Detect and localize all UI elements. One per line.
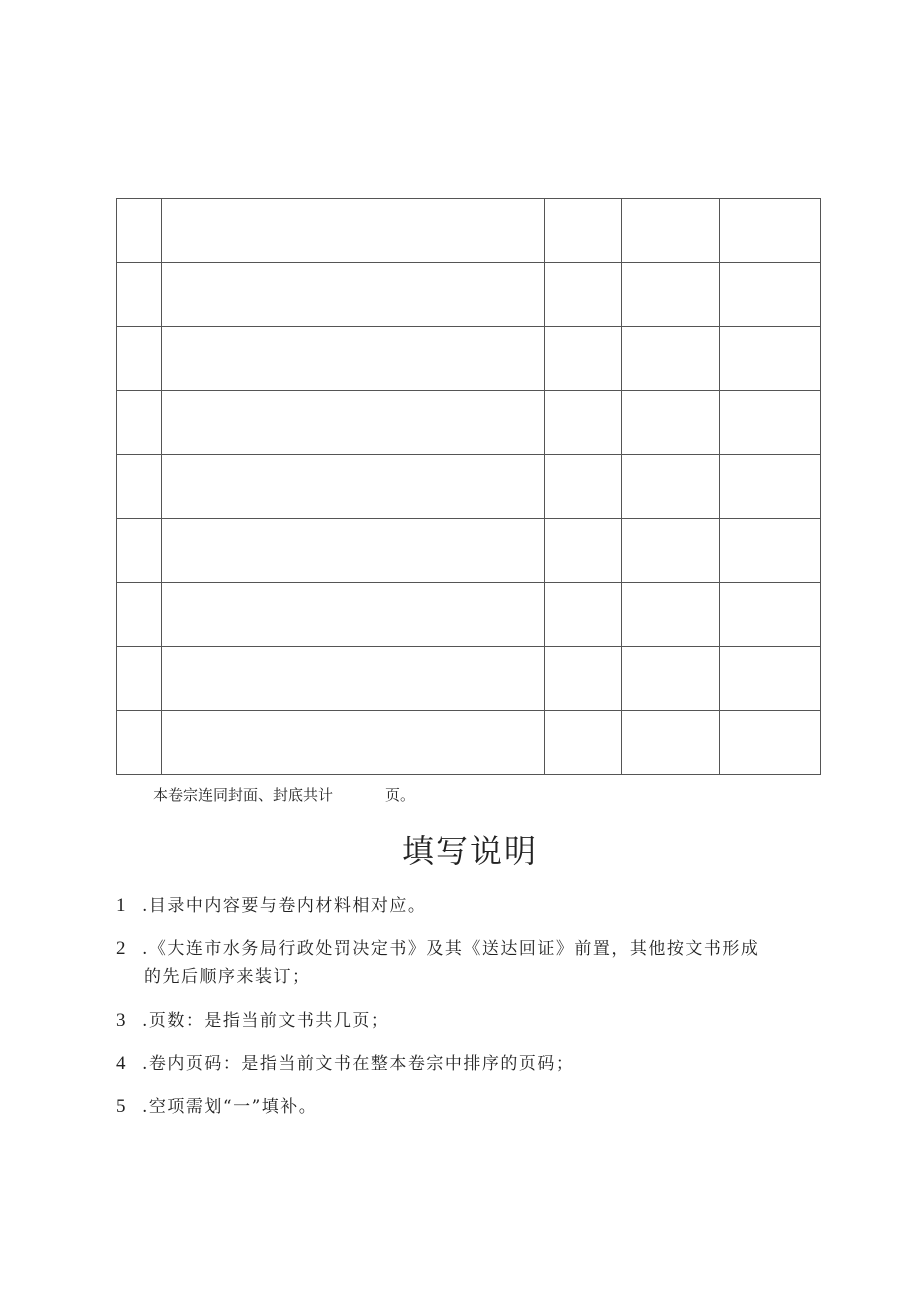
catalog-row [117,199,821,263]
catalog-cell [162,519,545,583]
page-count-prefix: 本卷宗连同封面、封底共计 [153,786,334,804]
catalog-cell [545,199,622,263]
catalog-row [117,391,821,455]
instruction-text: .页数：是指当前文书共几页； [142,1011,390,1031]
catalog-cell [162,199,545,263]
catalog-cell [720,391,821,455]
catalog-cell [720,263,821,327]
instruction-text: .卷内页码：是指当前文书在整本卷宗中排序的页码； [142,1054,575,1074]
catalog-cell [545,455,622,519]
catalog-cell [720,199,821,263]
catalog-table-body [117,199,821,775]
instruction-text: .空项需划“一”填补。 [142,1097,318,1117]
catalog-row [117,327,821,391]
catalog-cell [545,327,622,391]
instruction-number: 3 [116,1010,127,1031]
catalog-row [117,711,821,775]
catalog-cell [117,327,162,391]
catalog-cell [545,647,622,711]
catalog-cell [622,711,720,775]
catalog-cell [545,391,622,455]
catalog-cell [162,583,545,647]
catalog-cell [162,263,545,327]
catalog-cell [162,391,545,455]
catalog-cell [720,711,821,775]
catalog-cell [720,583,821,647]
catalog-cell [545,711,622,775]
catalog-cell [117,391,162,455]
catalog-cell [622,455,720,519]
catalog-cell [117,263,162,327]
page-count-line [153,784,415,805]
catalog-cell [622,199,720,263]
catalog-cell [162,327,545,391]
catalog-cell [117,519,162,583]
catalog-row [117,455,821,519]
catalog-cell [622,519,720,583]
catalog-cell [117,455,162,519]
instruction-item-2 [116,935,816,991]
instruction-text: .目录中内容要与卷内材料相对应。 [142,896,427,916]
catalog-cell [117,711,162,775]
catalog-row [117,647,821,711]
catalog-cell [622,391,720,455]
page-count-suffix: 页。 [385,786,416,804]
catalog-cell [622,263,720,327]
instruction-number: 4 [116,1053,127,1074]
catalog-cell [117,583,162,647]
instruction-item-5 [116,1093,816,1121]
instruction-number: 5 [116,1096,127,1117]
catalog-cell [720,647,821,711]
catalog-row [117,263,821,327]
catalog-cell [622,327,720,391]
instruction-text: .《大连市水务局行政处罚决定书》及其《送达回证》前置，其他按文书形成 [142,939,760,959]
catalog-cell [545,583,622,647]
instruction-item-1 [116,892,816,920]
instruction-number: 1 [116,895,127,916]
catalog-cell [117,199,162,263]
catalog-cell [545,519,622,583]
catalog-cell [622,647,720,711]
catalog-cell [162,647,545,711]
catalog-row [117,583,821,647]
catalog-cell [162,455,545,519]
instruction-number: 2 [116,938,127,959]
catalog-cell [622,583,720,647]
instruction-item-3 [116,1007,816,1035]
catalog-cell [545,263,622,327]
catalog-cell [162,711,545,775]
catalog-cell [720,455,821,519]
catalog-cell [117,647,162,711]
instruction-item-4 [116,1050,816,1078]
instructions-title: 填写说明 [401,832,538,870]
instruction-text-continued: 的先后顺序来装订； [144,967,311,987]
catalog-cell [720,519,821,583]
catalog-row [117,519,821,583]
catalog-cell [720,327,821,391]
catalog-table [116,198,821,775]
